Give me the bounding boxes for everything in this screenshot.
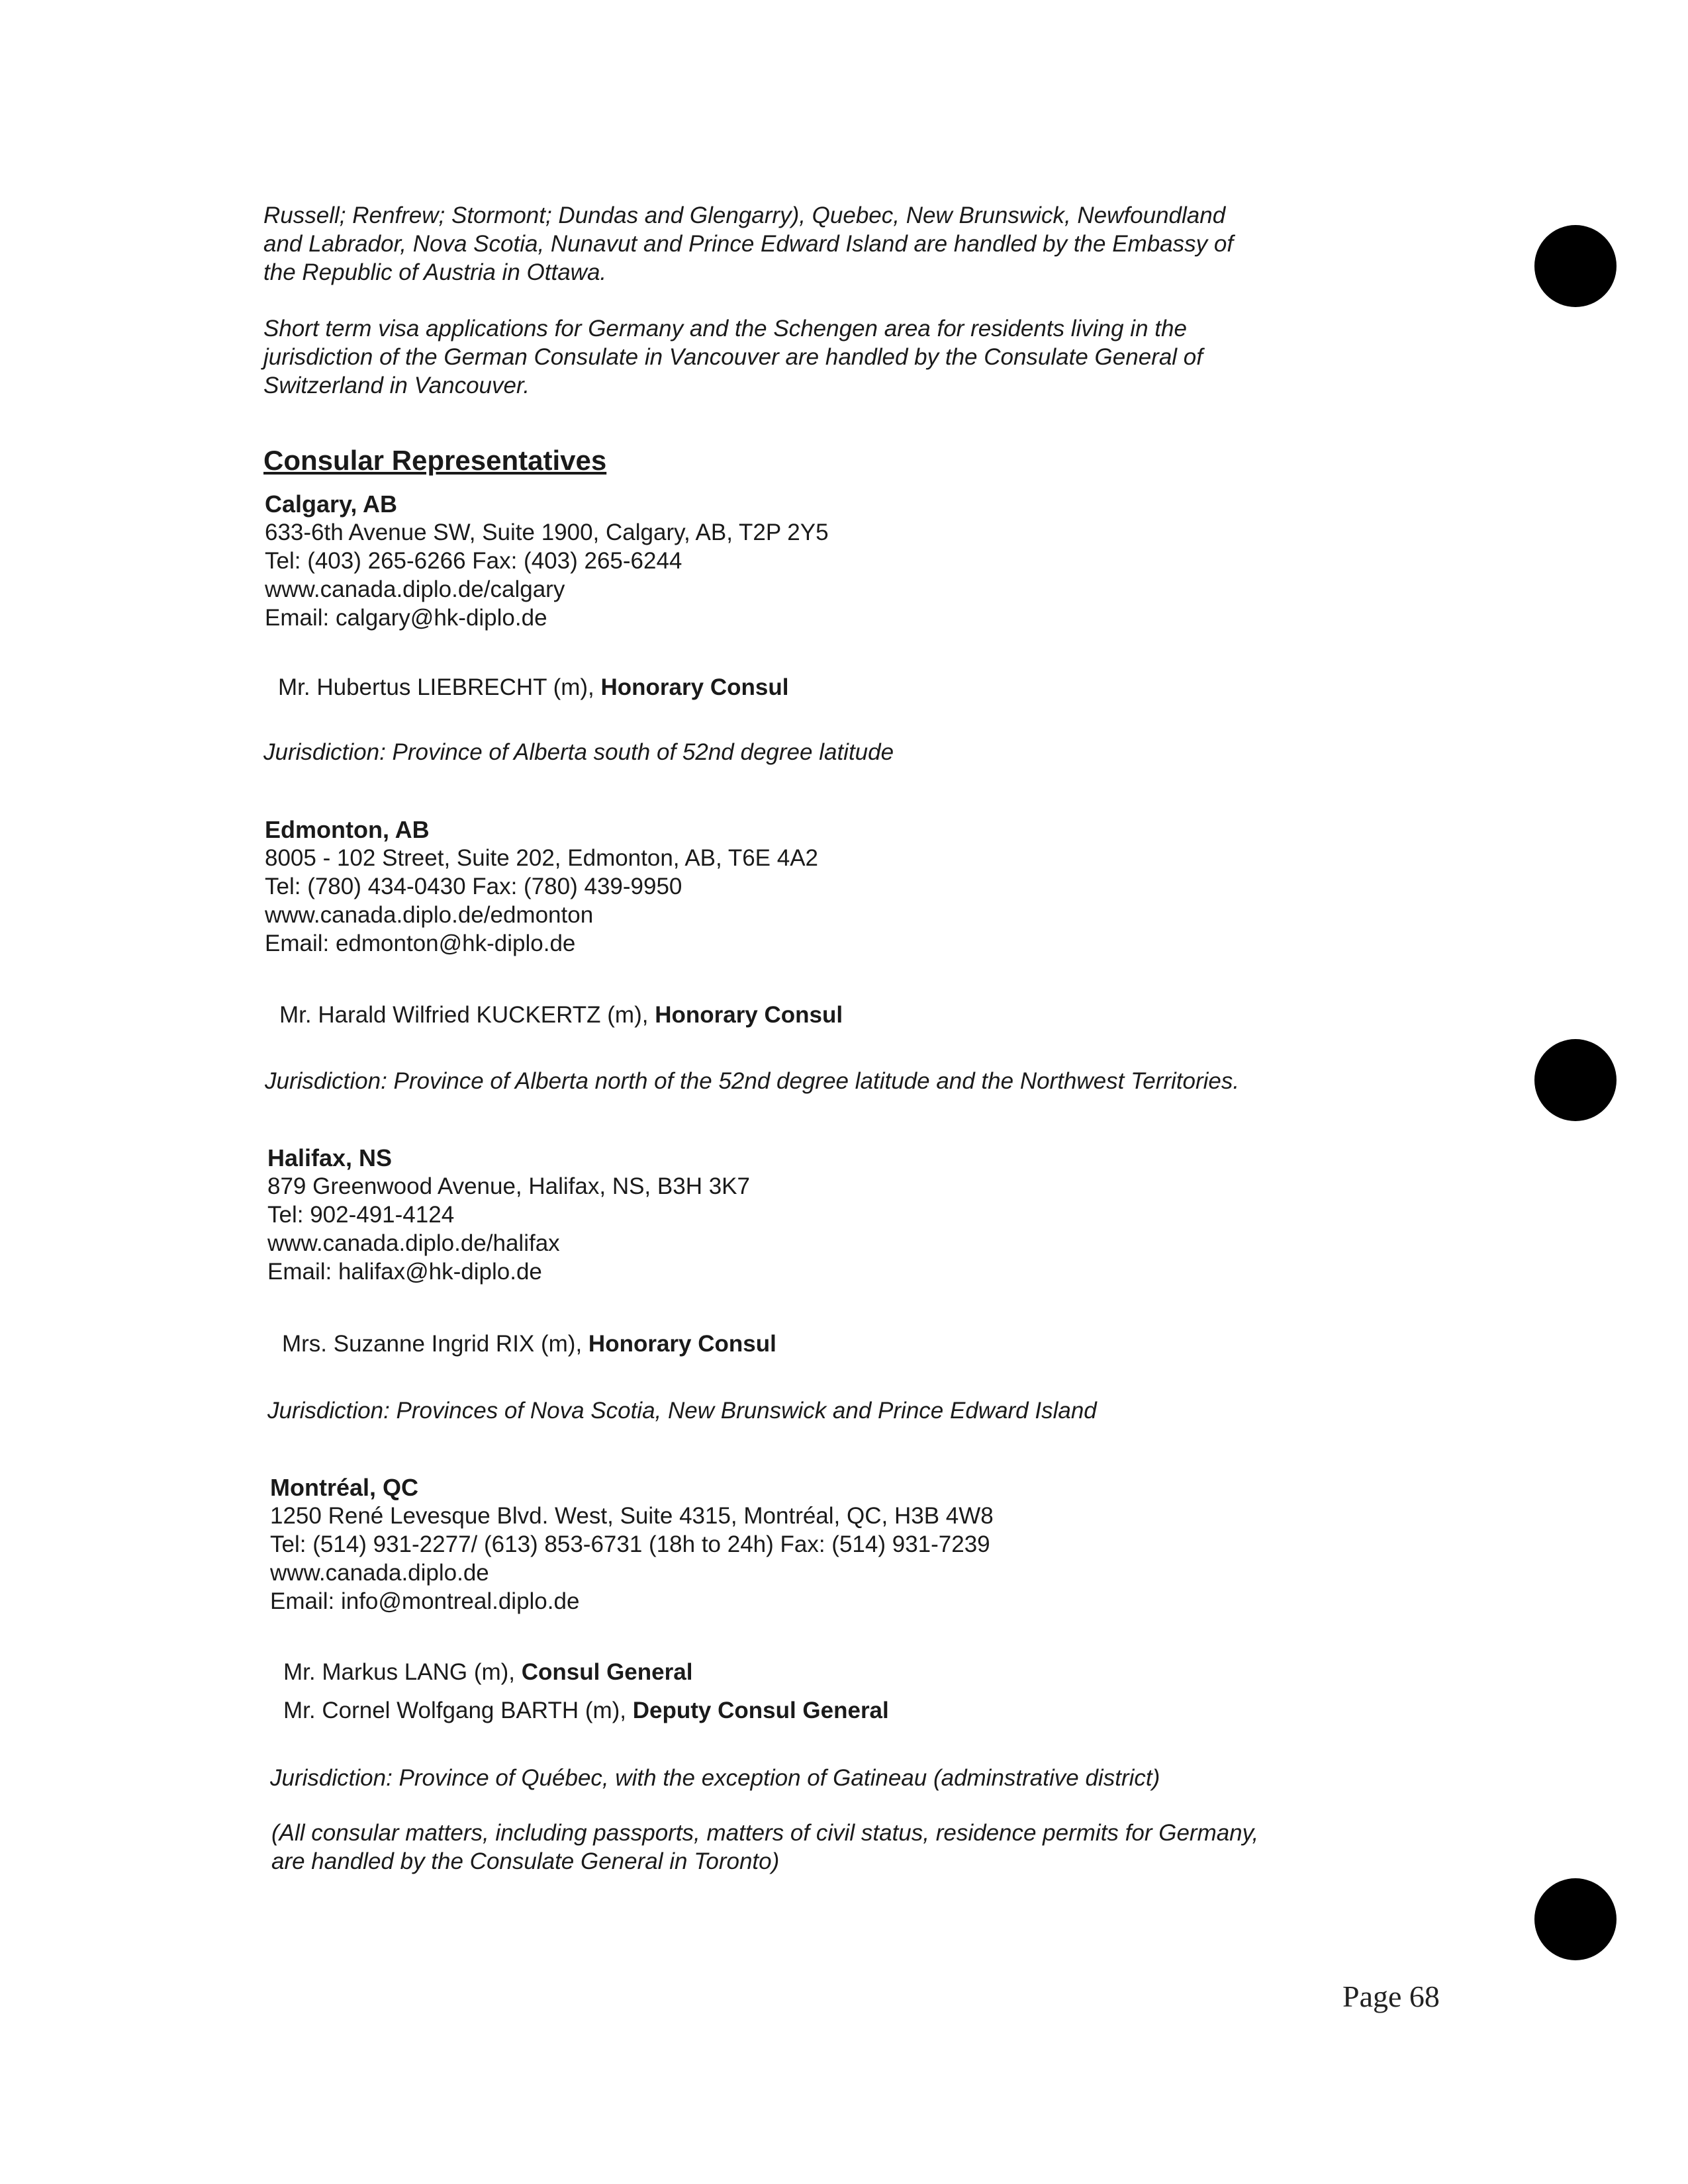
rep-title: Consul General [521, 1659, 693, 1685]
office-address: 633-6th Avenue SW, Suite 1900, Calgary, AB, T2P 2Y5 [265, 520, 829, 545]
office-website: www.canada.diplo.de/edmonton [265, 902, 594, 928]
punch-hole [1534, 225, 1617, 307]
office-city: Calgary, AB [265, 490, 398, 518]
intro-paragraph-visa [263, 314, 1336, 400]
office-montreal [270, 1473, 1395, 1615]
representative [283, 1658, 692, 1686]
rep-title: Deputy Consul General [632, 1698, 889, 1723]
punch-hole [1534, 1039, 1617, 1121]
rep-name: Mr. Cornel Wolfgang BARTH (m), [283, 1698, 633, 1723]
representative [279, 1001, 843, 1029]
office-phone: Tel: (403) 265-6266 Fax: (403) 265-6244 [265, 548, 682, 574]
office-email: Email: halifax@hk-diplo.de [267, 1259, 542, 1285]
rep-title: Honorary Consul [655, 1002, 843, 1028]
rep-title: Honorary Consul [588, 1331, 776, 1357]
rep-title: Honorary Consul [600, 674, 789, 700]
rep-name: Mr. Harald Wilfried KUCKERTZ (m), [279, 1002, 655, 1028]
office-calgary [265, 490, 1390, 632]
office-email: Email: calgary@hk-diplo.de [265, 605, 547, 631]
representative [278, 673, 788, 702]
text-line: (All consular matters, including passports, matters of civil status, residence permits for Germany, [271, 1820, 1259, 1846]
office-website: www.canada.diplo.de/calgary [265, 576, 565, 602]
text-line: the Republic of Austria in Ottawa. [263, 259, 607, 285]
text-line: Short term visa applications for Germany and the Schengen area for residents living in the [263, 316, 1187, 341]
representative [283, 1696, 889, 1725]
page-number: Page 68 [1342, 1979, 1440, 2013]
jurisdiction: Jurisdiction: Province of Alberta north of the 52nd degree latitude and the Northwest Territories. [265, 1068, 1240, 1094]
office-website: www.canada.diplo.de/halifax [267, 1230, 560, 1256]
rep-name: Mr. Markus LANG (m), [283, 1659, 522, 1685]
section-heading: Consular Representatives [263, 445, 607, 476]
office-city: Edmonton, AB [265, 816, 430, 843]
office-email: Email: info@montreal.diplo.de [270, 1588, 580, 1614]
rep-name: Mr. Hubertus LIEBRECHT (m), [278, 674, 601, 700]
office-phone: Tel: (780) 434-0430 Fax: (780) 439-9950 [265, 874, 682, 899]
punch-hole [1534, 1878, 1617, 1960]
montreal-note [271, 1819, 1397, 1876]
intro-paragraph-austria [263, 201, 1336, 287]
office-phone: Tel: (514) 931-2277/ (613) 853-6731 (18h to 24h) Fax: (514) 931-7239 [270, 1531, 990, 1557]
office-address: 8005 - 102 Street, Suite 202, Edmonton, AB, T6E 4A2 [265, 845, 819, 871]
office-city: Halifax, NS [267, 1144, 393, 1171]
office-phone: Tel: 902-491-4124 [267, 1202, 455, 1228]
jurisdiction: Jurisdiction: Provinces of Nova Scotia, New Brunswick and Prince Edward Island [267, 1398, 1097, 1424]
jurisdiction: Jurisdiction: Province of Alberta south of 52nd degree latitude [263, 739, 894, 765]
text-line: and Labrador, Nova Scotia, Nunavut and Prince Edward Island are handled by the Embassy of [263, 231, 1234, 257]
office-edmonton [265, 815, 1390, 958]
representative [282, 1330, 776, 1358]
office-halifax [267, 1144, 1393, 1286]
office-website: www.canada.diplo.de [270, 1560, 489, 1586]
office-email: Email: edmonton@hk-diplo.de [265, 931, 576, 956]
office-address: 1250 René Levesque Blvd. West, Suite 4315, Montréal, QC, H3B 4W8 [270, 1503, 994, 1529]
jurisdiction: Jurisdiction: Province of Québec, with the exception of Gatineau (adminstrative district) [270, 1765, 1160, 1791]
text-line: Russell; Renfrew; Stormont; Dundas and Glengarry), Quebec, New Brunswick, Newfoundland [263, 203, 1226, 228]
text-line: jurisdiction of the German Consulate in Vancouver are handled by the Consulate General of [263, 344, 1203, 370]
office-city: Montréal, QC [270, 1474, 419, 1501]
office-address: 879 Greenwood Avenue, Halifax, NS, B3H 3K7 [267, 1173, 750, 1199]
text-line: are handled by the Consulate General in Toronto) [271, 1848, 780, 1874]
text-line: Switzerland in Vancouver. [263, 373, 530, 398]
rep-name: Mrs. Suzanne Ingrid RIX (m), [282, 1331, 588, 1357]
